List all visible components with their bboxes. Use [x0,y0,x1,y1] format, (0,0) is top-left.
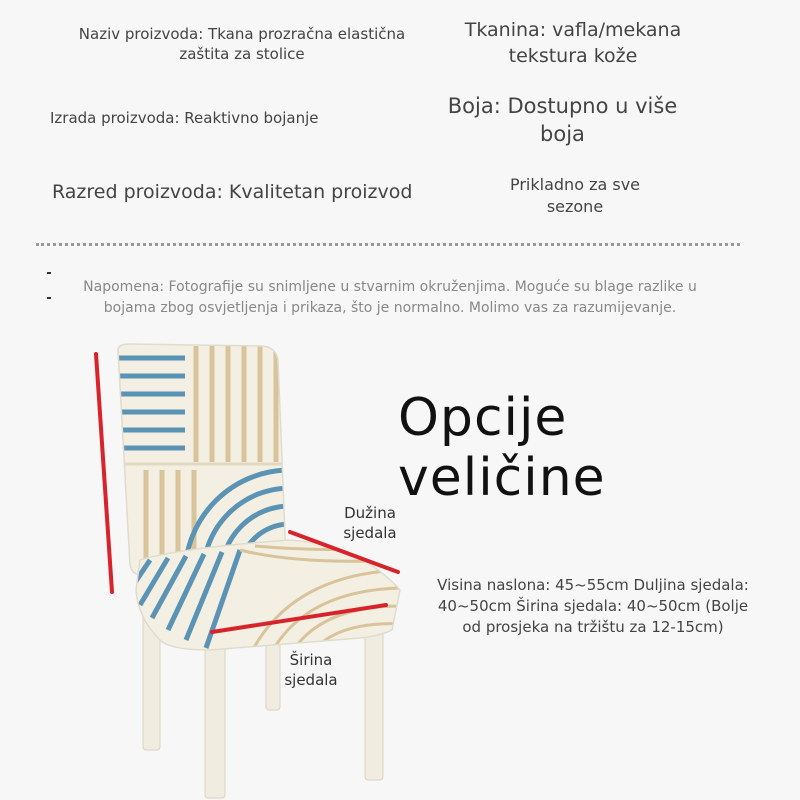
spec-making: Izrada proizvoda: Reaktivno bojanje [50,109,319,127]
spec-grade: Razred proizvoda: Kvalitetan proizvod [52,181,413,203]
seat-width-label: Širina sjedala [284,651,338,690]
dotted-divider [36,243,740,246]
seat-length-label: Dužina sjedala [343,504,397,543]
page-title: Opcije veličine [398,388,606,508]
spec-product-name: Naziv proizvoda: Tkana prozračna elastična zaštita za stolice [78,25,406,64]
chair-cover-illustration [0,340,430,800]
dimensions-text: Visina naslona: 45~55cm Duljina sjedala: 40~50cm Širina sjedala: 40~50cm (Bolje od prosjeka na tržištu za 12-15cm) [437,576,749,636]
note-mark-icon [47,272,51,274]
spec-color: Boja: Dostupno u više boja [447,94,678,147]
spec-fabric: Tkanina: vafla/mekana tekstura kože [464,19,682,67]
photo-note: Napomena: Fotografije su snimljene u stvarnim okruženjima. Moguće su blage razlike u bojama zbog osvjetljenja i prikaza, što je normalno. Molimo vas za razumijevanje. [83,279,697,316]
note-mark-icon [47,297,51,299]
spec-season: Prikladno za sve sezone [509,175,640,216]
back-height-line [96,354,112,592]
